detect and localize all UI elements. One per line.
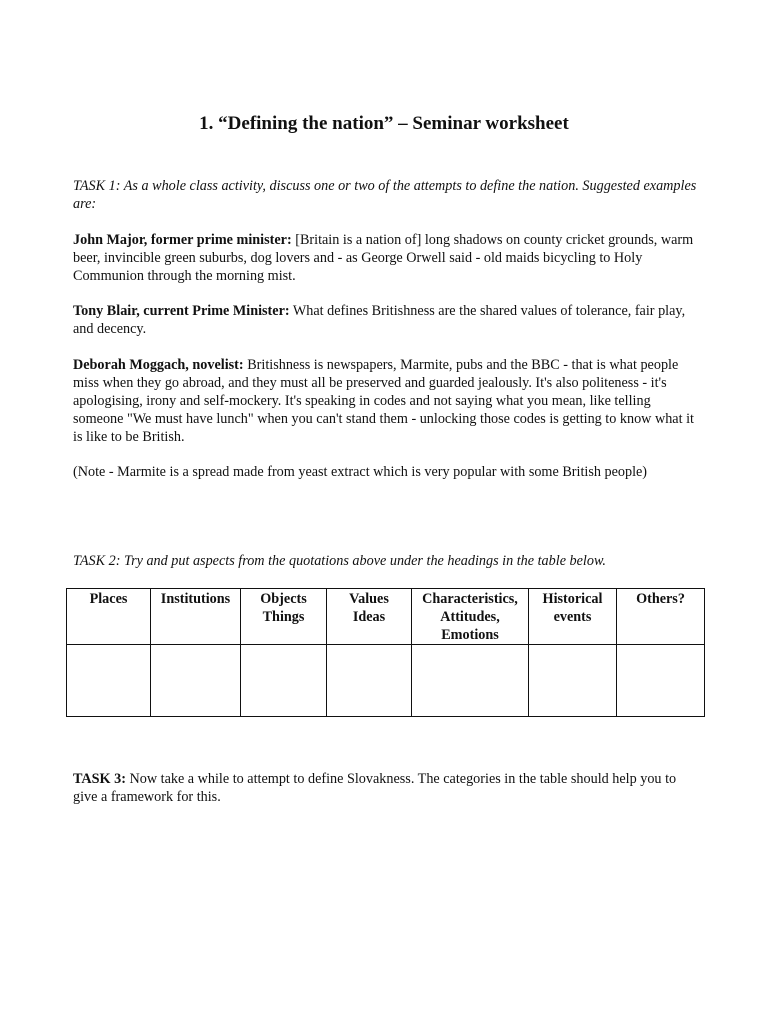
empty-cell-values[interactable] — [327, 645, 412, 717]
quote-text: Britishness is newspapers, Marmite, pubs and the BBC - that is what people miss when they go abroad, and they must all be preserved and guarded jealously. It's also politeness - it's apologising, irony and self-mockery. It's speaking in codes and not saying what you mean, like telling someone "We must have lunch" when you can't stand them - unlocking those codes is getting to know what it is like to be British. — [73, 357, 694, 445]
table-row — [67, 645, 705, 717]
header-characteristics: Characteristics, Attitudes, Emotions — [412, 589, 529, 645]
task3-instructions — [73, 770, 703, 806]
quote-speaker: Tony Blair, current Prime Minister: — [73, 303, 290, 319]
header-objects-things: Objects Things — [241, 589, 327, 645]
header-institutions: Institutions — [151, 589, 241, 645]
quote-text: [Britain is a nation of] long shadows on county cricket grounds, warm beer, invincible green suburbs, dog lovers and - as George Orwell said - old maids bicycling to Holy Communion through the morning mist. — [73, 232, 694, 284]
empty-cell-objects[interactable] — [241, 645, 327, 717]
task1-instructions — [73, 177, 703, 213]
task1-text: As a whole class activity, discuss one or two of the attempts to define the nation. Suggested examples are: — [73, 178, 697, 212]
categories-table — [66, 588, 705, 717]
quote-tony-blair — [73, 302, 703, 338]
table-header-row — [67, 589, 705, 645]
task2-label: TASK 2: — [73, 553, 121, 569]
task3-text: Now take a while to attempt to define Slovakness. The categories in the table should help you to give a framework for this. — [73, 771, 677, 805]
page-title: 1. “Defining the nation” – Seminar worksheet — [199, 113, 569, 134]
header-others: Others? — [617, 589, 705, 645]
marmite-note: (Note - Marmite is a spread made from yeast extract which is very popular with some British people) — [73, 464, 648, 480]
empty-cell-institutions[interactable] — [151, 645, 241, 717]
header-places: Places — [67, 589, 151, 645]
empty-cell-historical[interactable] — [529, 645, 617, 717]
quote-john-major — [73, 231, 703, 285]
header-historical-events: Historical events — [529, 589, 617, 645]
header-values-ideas: Values Ideas — [327, 589, 412, 645]
task1-label: TASK 1: — [73, 178, 121, 194]
task2-text: Try and put aspects from the quotations above under the headings in the table below. — [120, 553, 606, 569]
empty-cell-places[interactable] — [67, 645, 151, 717]
task2-instructions — [73, 552, 703, 570]
quote-speaker: Deborah Moggach, novelist: — [73, 357, 244, 373]
empty-cell-others[interactable] — [617, 645, 705, 717]
quote-deborah-moggach — [73, 356, 703, 446]
quote-text: What defines Britishness are the shared values of tolerance, fair play, and decency. — [73, 303, 686, 337]
task3-label: TASK 3: — [73, 771, 126, 787]
quote-speaker: John Major, former prime minister: — [73, 232, 292, 248]
empty-cell-characteristics[interactable] — [412, 645, 529, 717]
